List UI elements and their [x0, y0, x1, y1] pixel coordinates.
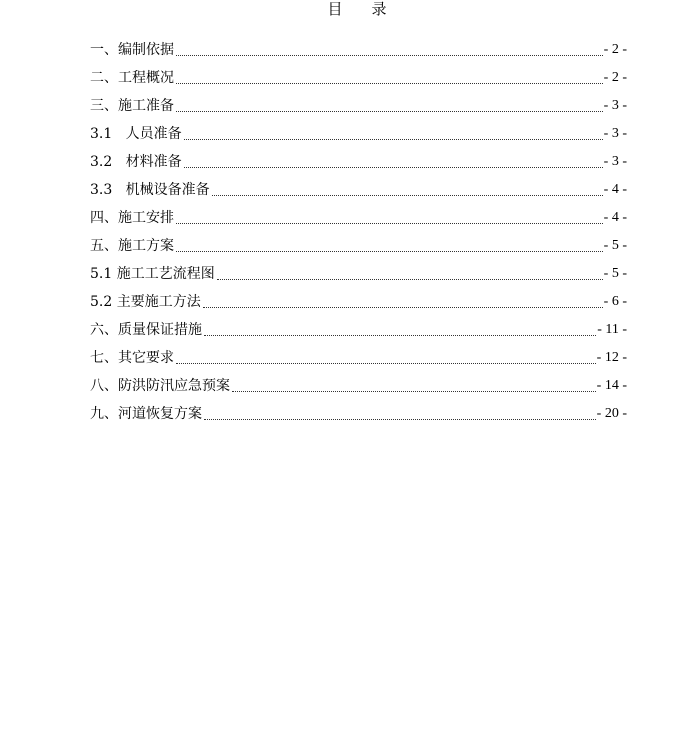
- toc-dot-leader: [176, 82, 603, 84]
- toc-title: 目 录: [327, 0, 389, 18]
- toc-entry[interactable]: [90, 86, 627, 114]
- toc-page-number: - 5 -: [603, 266, 627, 281]
- toc-page-number: - 3 -: [603, 126, 627, 141]
- toc-page-number: - 3 -: [603, 154, 627, 169]
- toc-entry-label: 3.3 机械设备准备: [90, 182, 210, 198]
- toc-entry-label: 八、防洪防汛应急预案: [90, 378, 230, 394]
- toc-dot-leader: [204, 334, 596, 336]
- toc-entry[interactable]: [90, 170, 627, 198]
- toc-entry[interactable]: [90, 142, 627, 170]
- toc-entry[interactable]: [90, 394, 627, 422]
- toc-page-number: - 2 -: [603, 70, 627, 85]
- toc-dot-leader: [232, 390, 596, 392]
- toc-page-number: - 3 -: [603, 98, 627, 113]
- toc-entry[interactable]: [90, 226, 627, 254]
- toc-entry[interactable]: [90, 338, 627, 366]
- toc-page-number: - 6 -: [603, 294, 627, 309]
- toc-page-number: - 5 -: [603, 238, 627, 253]
- toc-entry-label: 一、编制依据: [90, 42, 174, 58]
- toc-entry[interactable]: [90, 30, 627, 58]
- toc-entry-label: 七、其它要求: [90, 350, 174, 366]
- toc-page-number: - 11 -: [597, 322, 627, 337]
- toc-entry-label: 5.2 主要施工方法: [90, 294, 201, 310]
- toc-dot-leader: [203, 306, 603, 308]
- toc-dot-leader: [176, 110, 603, 112]
- toc-entry-label: 五、施工方案: [90, 238, 174, 254]
- toc-entry-label: 3.2 材料准备: [90, 154, 182, 170]
- toc-dot-leader: [176, 222, 603, 224]
- toc-dot-leader: [212, 194, 603, 196]
- toc-page-number: - 12 -: [596, 350, 627, 365]
- toc-entry-label: 三、施工准备: [90, 98, 174, 114]
- toc-dot-leader: [217, 278, 603, 280]
- toc-entry[interactable]: [90, 310, 627, 338]
- toc-page-number: - 14 -: [596, 378, 627, 393]
- toc-page-number: - 2 -: [603, 42, 627, 57]
- toc-entry[interactable]: [90, 58, 627, 86]
- toc-entry-label: 六、质量保证措施: [90, 322, 202, 338]
- toc-entry[interactable]: [90, 114, 627, 142]
- toc-dot-leader: [176, 54, 603, 56]
- table-of-contents: [90, 30, 627, 422]
- toc-page-number: - 20 -: [596, 406, 627, 421]
- toc-entry[interactable]: [90, 254, 627, 282]
- toc-dot-leader: [176, 250, 603, 252]
- toc-entry[interactable]: [90, 366, 627, 394]
- toc-entry-label: 二、工程概况: [90, 70, 174, 86]
- toc-dot-leader: [204, 418, 596, 420]
- toc-page-number: - 4 -: [603, 210, 627, 225]
- toc-dot-leader: [184, 166, 603, 168]
- toc-entry[interactable]: [90, 282, 627, 310]
- toc-entry[interactable]: [90, 198, 627, 226]
- toc-dot-leader: [184, 138, 603, 140]
- toc-dot-leader: [176, 362, 596, 364]
- toc-entry-label: 5.1 施工工艺流程图: [90, 266, 215, 282]
- toc-entry-label: 四、施工安排: [90, 210, 174, 226]
- toc-entry-label: 九、河道恢复方案: [90, 406, 202, 422]
- toc-page-number: - 4 -: [603, 182, 627, 197]
- toc-entry-label: 3.1 人员准备: [90, 126, 182, 142]
